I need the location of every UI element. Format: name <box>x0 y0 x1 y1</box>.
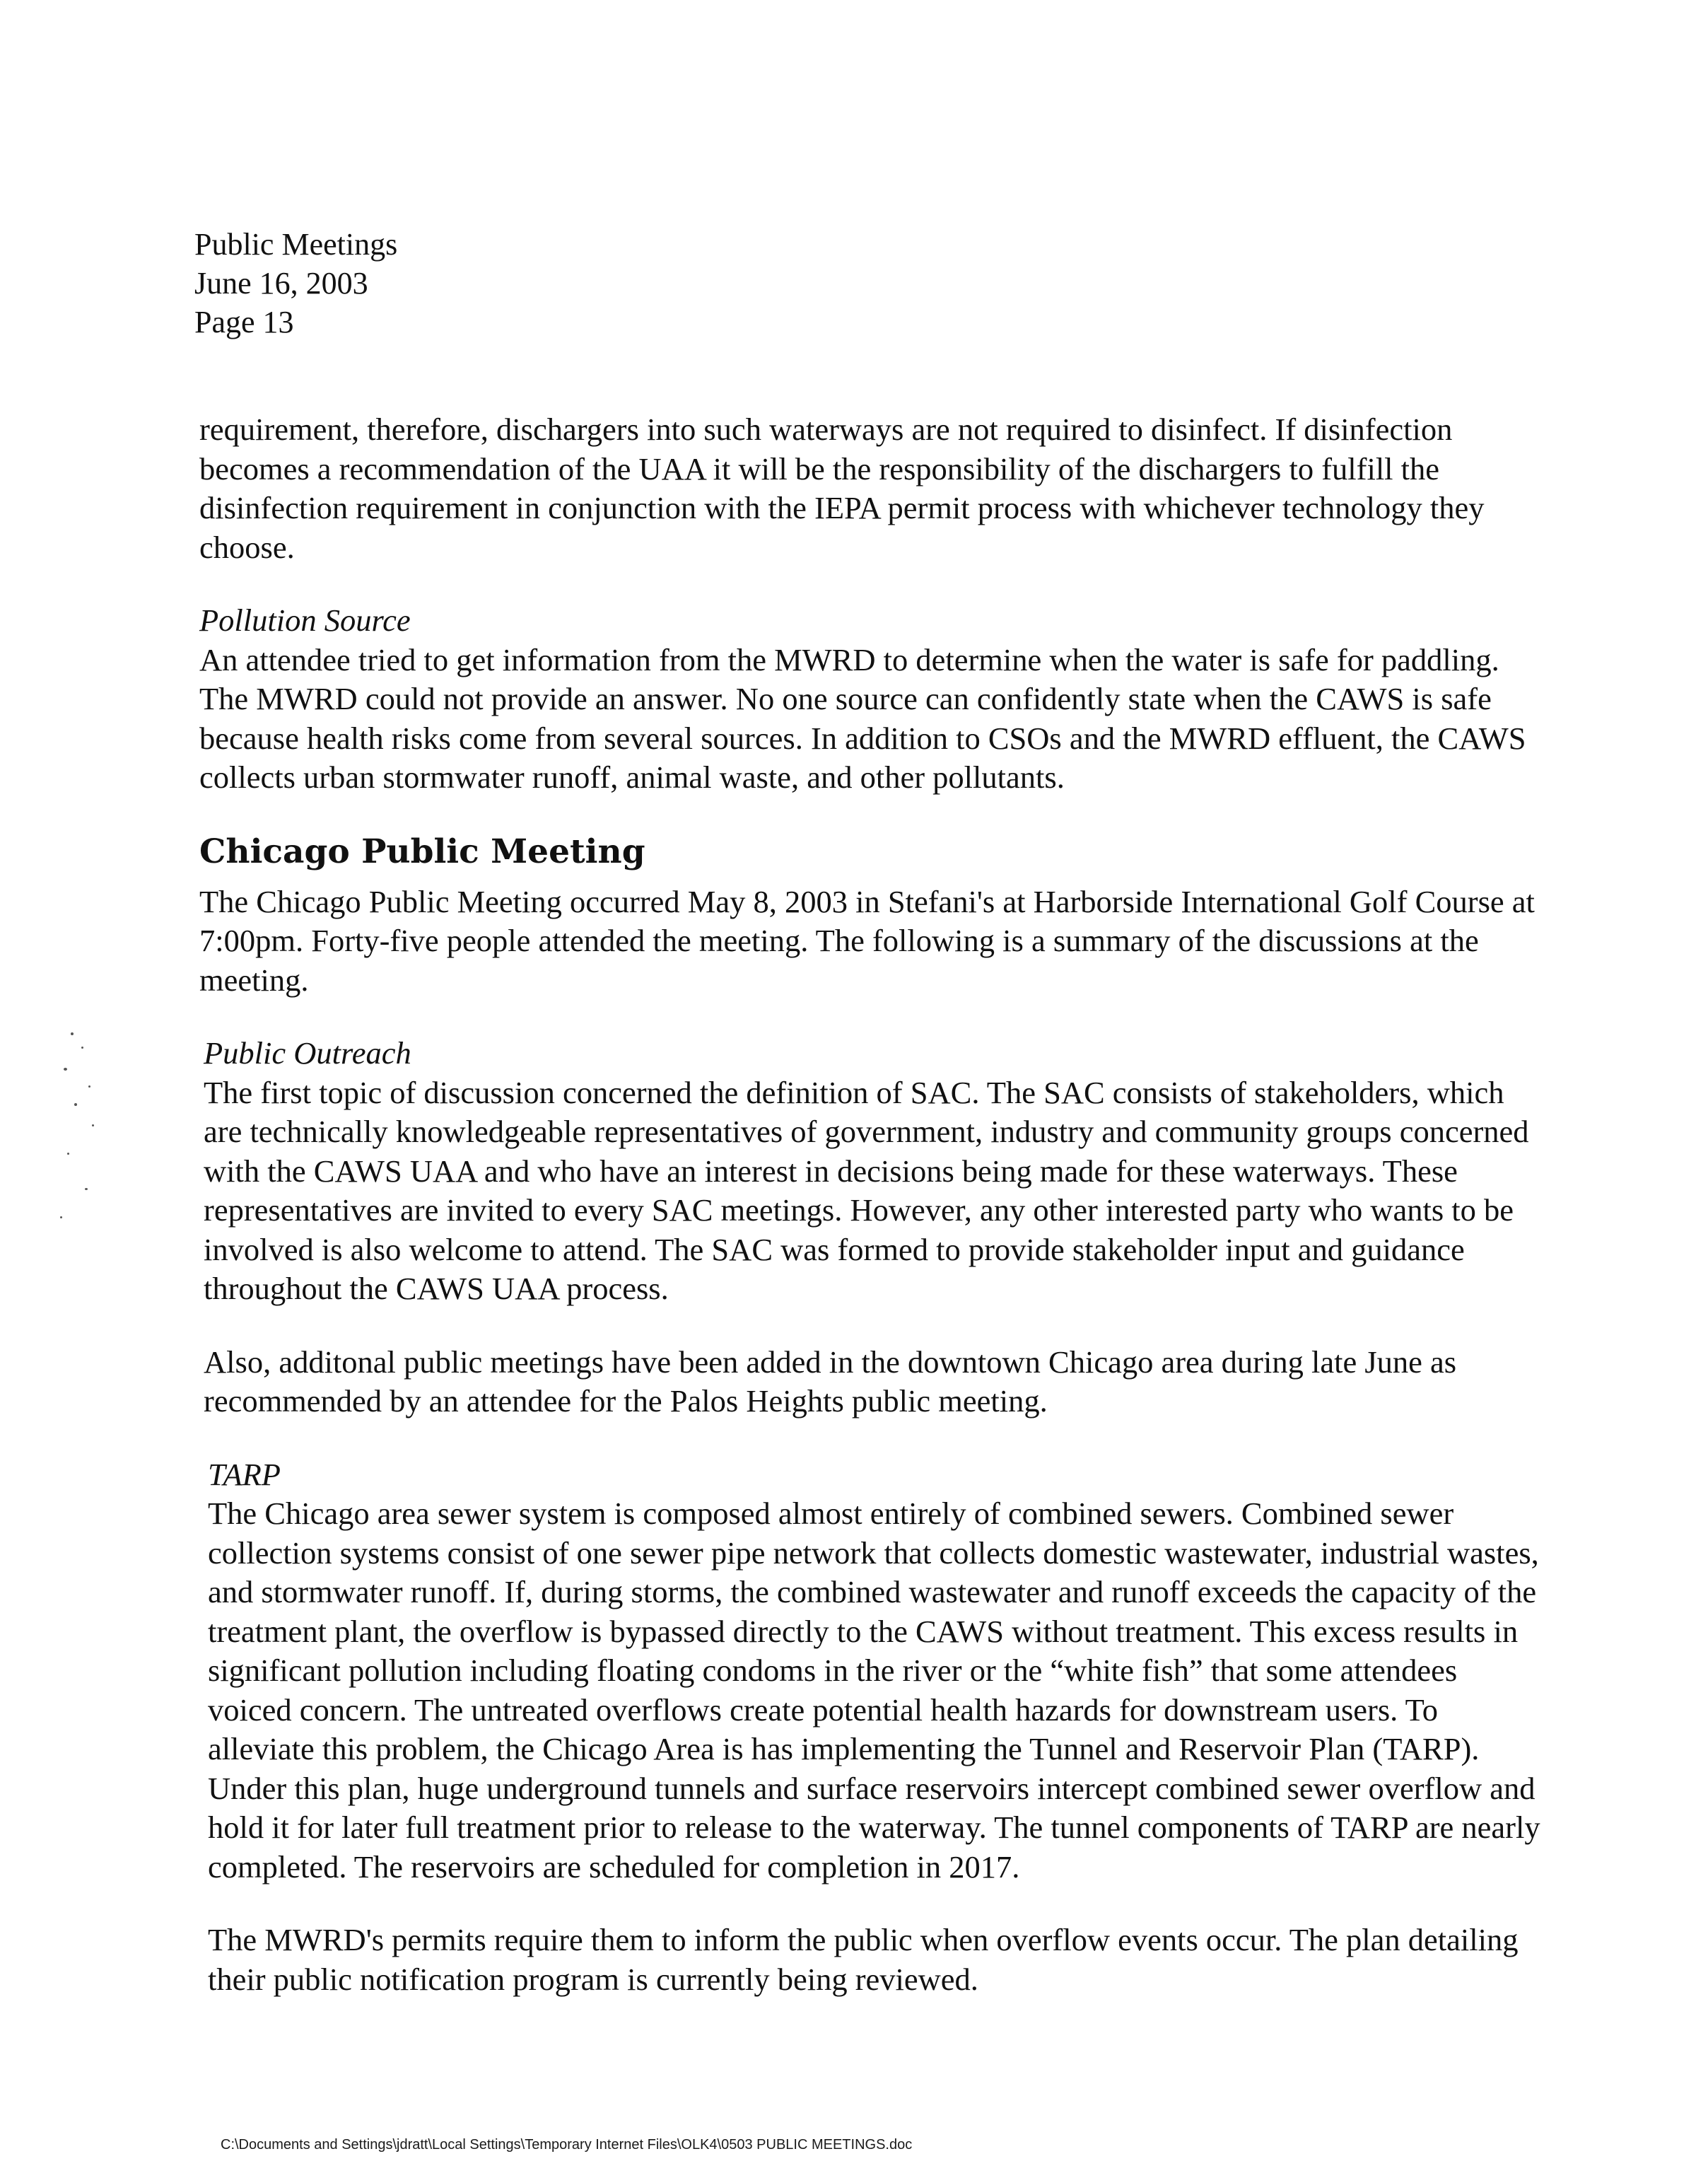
page-header <box>194 225 397 342</box>
pollution-source-paragraph: An attendee tried to get information from the MWRD to determine when the water is safe for paddling. The MWRD could not provide an answer. No one source can confidently state when the CAWS is safe because health risks come from several sources. In addition to CSOs and the MWRD effluent, the CAWS collects urban stormwater runoff, animal waste, and other pollutants. <box>199 641 1526 795</box>
header-title: Public Meetings <box>194 227 398 262</box>
document-body <box>199 410 1543 1999</box>
tarp-heading: TARP <box>208 1456 281 1492</box>
chicago-meeting-heading: Chicago Public Meeting <box>199 832 645 871</box>
document-file-path: C:\Documents and Settings\jdratt\Local Settings\Temporary Internet Files\OLK4\0503 PUBLIC MEETINGS.doc <box>221 2137 913 2153</box>
additional-meetings-paragraph: Also, additonal public meetings have been added in the downtown Chicago area during late June as recommended by an attendee for the Palos Heights public meeting. <box>204 1344 1457 1419</box>
tarp-paragraph: The Chicago area sewer system is composed almost entirely of combined sewers. Combined sewer collection systems consist of one sewer pipe network that collects domestic wastewater, industrial wastes, and stormwater runoff. If, during storms, the combined wastewater and runoff exceeds the capacity of the treatment plant, the overflow is bypassed directly to the CAWS without treatment. This excess results in significant pollution including floating condoms in the river or the “white fish” that some attendees voiced concern. The untreated overflows create potential health hazards for downstream users. To alleviate this problem, the Chicago Area is has implementing the Tunnel and Reservoir Plan (TARP). Under this plan, huge underground tunnels and surface reservoirs intercept combined sewer overflow and hold it for later full treatment prior to release to the waterway. The tunnel components of TARP are nearly completed. The reservoirs are scheduled for completion in 2017. <box>208 1496 1540 1885</box>
intro-paragraph: requirement, therefore, dischargers into such waterways are not required to disinfect. If disinfection becomes a recommendation of the UAA it will be the responsibility of the dischargers to fulfill the disinfection requirement in conjunction with the IEPA permit process with whichever technology they choose. <box>199 412 1485 565</box>
header-page-number: Page 13 <box>194 305 294 339</box>
pollution-source-heading: Pollution Source <box>199 602 411 638</box>
permits-paragraph: The MWRD's permits require them to inform the public when overflow events occur. The plan detailing their public notification program is currently being reviewed. <box>208 1922 1519 1997</box>
public-outreach-paragraph: The first topic of discussion concerned the definition of SAC. The SAC consists of stakeholders, which are technically knowledgeable representatives of government, industry and community groups concerned with the CAWS UAA and who have an interest in decisions being made for these waterways. These representatives are invited to every SAC meetings. However, any other interested party who wants to be involved is also welcome to attend. The SAC was formed to provide stakeholder input and guidance throughout the CAWS UAA process. <box>204 1074 1529 1306</box>
chicago-meeting-paragraph: The Chicago Public Meeting occurred May 8, 2003 in Stefani's at Harborside International Golf Course at 7:00pm. Forty-five people attended the meeting. The following is a summary of the discussions at the meeting. <box>199 883 1535 998</box>
scan-artifact <box>49 1018 127 1252</box>
header-date: June 16, 2003 <box>194 266 368 301</box>
public-outreach-heading: Public Outreach <box>204 1035 411 1071</box>
